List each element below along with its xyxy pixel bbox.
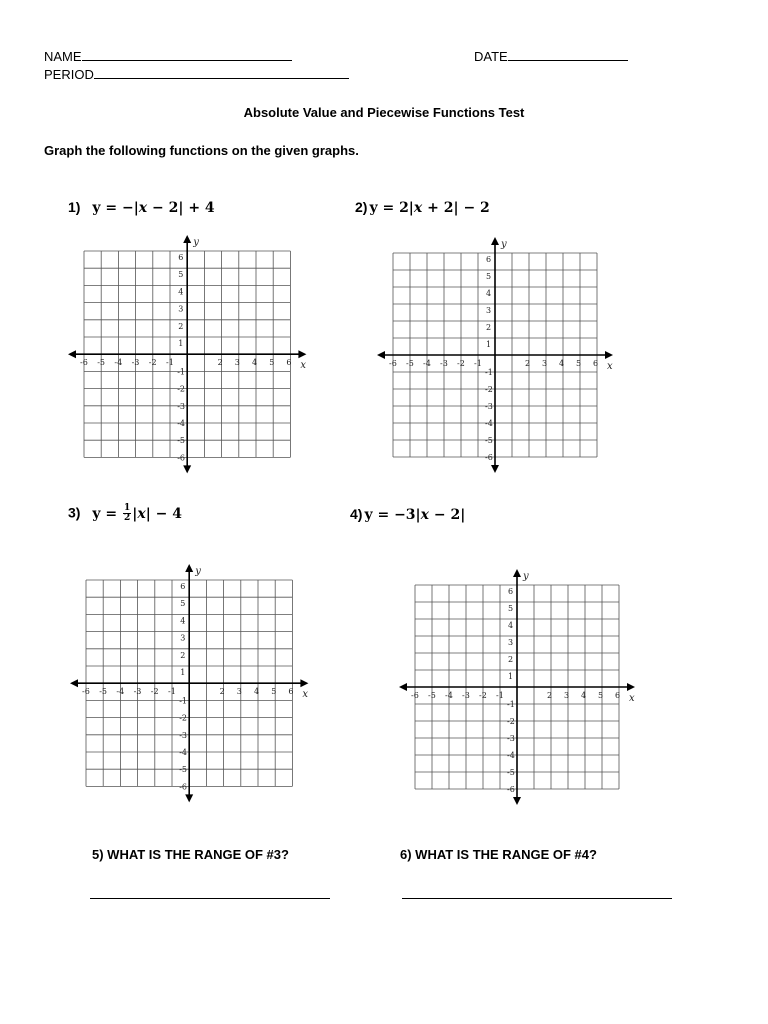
y-tick-label: -5 xyxy=(485,436,493,445)
eq-part: y = −| xyxy=(92,200,139,216)
problem-number: 3) xyxy=(68,504,81,521)
y-tick-label: -6 xyxy=(485,453,493,462)
x-tick-label: -4 xyxy=(116,687,125,697)
y-tick-label: -3 xyxy=(177,401,185,411)
y-tick-label: -3 xyxy=(485,402,493,411)
fraction-denominator: 2 xyxy=(123,513,131,523)
y-tick-label: -1 xyxy=(507,700,515,709)
x-tick-label: -5 xyxy=(428,691,436,700)
period-label: PERIOD xyxy=(44,67,94,82)
y-tick-label: 4 xyxy=(508,621,514,630)
x-tick-label: 4 xyxy=(252,358,258,368)
y-arrow-up-icon xyxy=(183,235,191,243)
x-tick-label: 2 xyxy=(219,687,225,697)
y-tick-label: -4 xyxy=(485,419,493,428)
x-tick-label: -5 xyxy=(406,359,414,368)
name-label: NAME xyxy=(44,49,82,64)
y-tick-label: 6 xyxy=(486,255,492,264)
y-tick-label: -5 xyxy=(179,765,187,775)
y-tick-label: 1 xyxy=(508,672,514,681)
y-tick-label: 1 xyxy=(486,340,492,349)
y-tick-label: -2 xyxy=(177,384,185,394)
eq-var: x xyxy=(413,200,423,216)
question-5: 5) WHAT IS THE RANGE OF #3? xyxy=(92,847,289,862)
y-tick-label: 1 xyxy=(178,339,184,348)
x-tick-label: -6 xyxy=(389,359,397,368)
y-tick-label: -2 xyxy=(179,713,187,723)
y-arrow-up-icon xyxy=(491,237,499,245)
x-tick-label: -3 xyxy=(133,687,142,697)
x-tick-label: -4 xyxy=(114,358,123,368)
grid-group-1[interactable] xyxy=(68,235,306,473)
y-tick-label: -6 xyxy=(179,782,187,792)
x-tick-label: 2 xyxy=(525,359,531,368)
x-tick-label: -1 xyxy=(474,359,482,368)
x-tick-label: -3 xyxy=(131,358,140,368)
y-arrow-down-icon xyxy=(491,465,499,473)
y-tick-label: 3 xyxy=(178,304,184,314)
x-tick-label: 5 xyxy=(576,359,582,368)
x-arrow-right-icon xyxy=(298,350,306,358)
x-tick-label: 4 xyxy=(559,359,565,368)
y-tick-label: 3 xyxy=(180,633,186,643)
x-tick-label: -2 xyxy=(457,359,465,368)
y-tick-label: -2 xyxy=(507,717,515,726)
x-arrow-left-icon xyxy=(70,679,78,687)
y-tick-label: 5 xyxy=(508,604,514,613)
y-tick-label: 2 xyxy=(178,321,184,331)
x-tick-label: -6 xyxy=(411,691,419,700)
eq-part: | xyxy=(132,505,138,522)
y-tick-label: -5 xyxy=(177,436,185,446)
x-tick-label: -5 xyxy=(99,687,107,697)
y-tick-label: 1 xyxy=(180,668,186,677)
y-tick-label: 4 xyxy=(486,289,492,298)
x-tick-label: -6 xyxy=(82,687,90,697)
y-tick-label: 5 xyxy=(486,272,492,281)
x-tick-label: -1 xyxy=(496,691,504,700)
x-tick-label: 5 xyxy=(271,687,277,697)
x-axis-name: x xyxy=(300,360,307,372)
y-tick-label: -6 xyxy=(507,785,515,794)
date-label: DATE xyxy=(474,49,508,64)
x-tick-label: -1 xyxy=(166,358,174,368)
x-tick-label: 3 xyxy=(564,691,570,700)
page-title: Absolute Value and Piecewise Functions Test xyxy=(243,105,525,120)
y-tick-label: -3 xyxy=(179,730,187,740)
y-axis-name: y xyxy=(195,566,201,577)
x-tick-label: 6 xyxy=(288,687,294,697)
x-arrow-left-icon xyxy=(377,351,385,359)
x-tick-label: -5 xyxy=(97,358,105,368)
x-tick-label: -2 xyxy=(148,358,157,368)
x-arrow-left-icon xyxy=(399,683,407,691)
y-tick-label: 6 xyxy=(508,587,514,596)
problem-number: 1) xyxy=(68,199,81,215)
x-tick-label: -2 xyxy=(150,687,159,697)
x-tick-label: -4 xyxy=(445,691,453,700)
grid-group-4[interactable] xyxy=(399,569,635,805)
eq-var: x xyxy=(138,200,148,216)
x-axis-name: x xyxy=(629,693,635,704)
y-arrow-up-icon xyxy=(185,564,193,572)
y-tick-label: 5 xyxy=(180,599,186,609)
y-axis-name: y xyxy=(523,571,529,582)
eq-part: + 2| − 2 xyxy=(422,200,490,216)
y-tick-label: -3 xyxy=(507,734,515,743)
eq-part: − 2| + 4 xyxy=(147,200,215,216)
eq-part: y = −3| xyxy=(364,507,421,523)
y-tick-label: -4 xyxy=(177,419,185,428)
y-tick-label: -6 xyxy=(177,453,185,463)
x-tick-label: 6 xyxy=(593,359,599,368)
x-tick-label: 3 xyxy=(236,687,242,697)
problem-number: 4) xyxy=(350,506,363,522)
x-tick-label: -4 xyxy=(423,359,431,368)
answer-line-5[interactable] xyxy=(90,897,330,899)
y-tick-label: -1 xyxy=(485,368,493,377)
y-tick-label: 2 xyxy=(508,655,514,664)
x-tick-label: 3 xyxy=(542,359,548,368)
x-tick-label: 2 xyxy=(547,691,553,700)
y-tick-label: 2 xyxy=(486,323,492,332)
y-tick-label: 3 xyxy=(508,638,514,647)
x-tick-label: -6 xyxy=(80,358,88,368)
y-arrow-up-icon xyxy=(513,569,521,577)
x-axis-name: x xyxy=(302,689,309,701)
x-arrow-left-icon xyxy=(68,350,76,358)
answer-line-6[interactable] xyxy=(402,897,672,899)
y-tick-label: -1 xyxy=(177,367,185,377)
y-axis-name: y xyxy=(193,237,199,248)
y-tick-label: 3 xyxy=(486,306,492,315)
x-arrow-right-icon xyxy=(605,351,613,359)
y-tick-label: 5 xyxy=(178,270,184,280)
x-tick-label: 4 xyxy=(254,687,260,697)
eq-var: x xyxy=(420,507,429,523)
y-tick-label: -4 xyxy=(507,751,515,760)
grid-group-3[interactable] xyxy=(70,564,308,802)
y-arrow-down-icon xyxy=(183,465,191,473)
x-tick-label: 4 xyxy=(581,691,587,700)
x-tick-label: -2 xyxy=(479,691,487,700)
problem-number: 2) xyxy=(355,199,368,215)
x-arrow-right-icon xyxy=(300,679,308,687)
y-axis-name: y xyxy=(501,239,507,250)
y-tick-label: -2 xyxy=(485,385,493,394)
y-tick-label: -4 xyxy=(179,748,187,757)
y-tick-label: 4 xyxy=(178,287,184,297)
eq-part: | − 4 xyxy=(145,505,182,522)
eq-part: y = xyxy=(92,505,122,522)
eq-var: x xyxy=(137,505,146,522)
x-arrow-right-icon xyxy=(627,683,635,691)
x-tick-label: -3 xyxy=(440,359,448,368)
question-6: 6) WHAT IS THE RANGE OF #4? xyxy=(400,847,597,862)
x-tick-label: 5 xyxy=(269,358,275,368)
x-tick-label: 2 xyxy=(217,358,223,368)
y-arrow-down-icon xyxy=(185,794,193,802)
x-tick-label: 6 xyxy=(615,691,621,700)
y-tick-label: 4 xyxy=(180,616,186,626)
grid-group-2[interactable] xyxy=(377,237,613,473)
y-tick-label: -5 xyxy=(507,768,515,777)
x-tick-label: 5 xyxy=(598,691,604,700)
y-tick-label: 6 xyxy=(180,582,186,591)
y-tick-label: 2 xyxy=(180,650,186,660)
instructions: Graph the following functions on the given graphs. xyxy=(44,143,359,158)
x-tick-label: -1 xyxy=(168,687,176,697)
eq-part: y = 2| xyxy=(369,200,414,216)
eq-part: − 2| xyxy=(429,507,466,523)
y-arrow-down-icon xyxy=(513,797,521,805)
x-tick-label: 6 xyxy=(286,358,292,368)
y-tick-label: 6 xyxy=(178,253,184,262)
x-tick-label: -3 xyxy=(462,691,470,700)
fraction-numerator: 1 xyxy=(123,503,131,513)
x-axis-name: x xyxy=(607,361,613,372)
x-tick-label: 3 xyxy=(234,358,240,368)
y-tick-label: -1 xyxy=(179,696,187,706)
